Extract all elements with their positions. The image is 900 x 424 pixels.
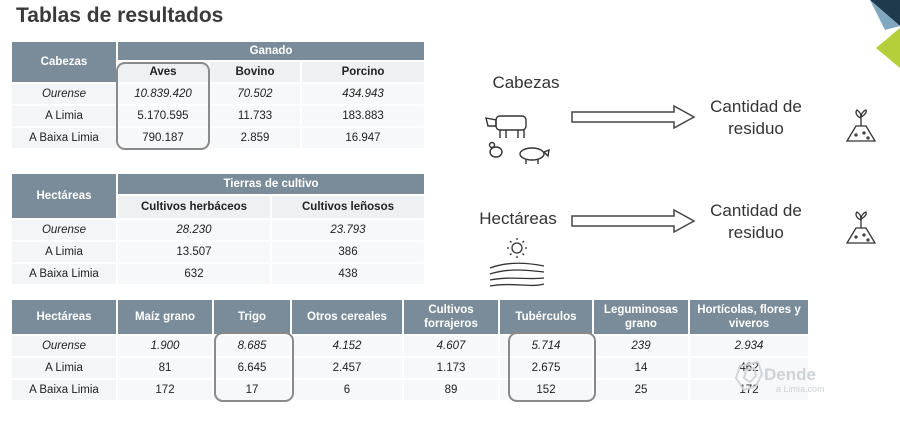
row-label: A Limia — [12, 242, 116, 262]
column-header: Cultivos forrajeros — [404, 300, 498, 334]
waste-pile-icon — [844, 108, 878, 144]
table-cell: 386 — [272, 242, 424, 262]
flow-hectareas-label: Hectáreas — [479, 209, 557, 228]
table-cell: 2.934 — [690, 336, 808, 356]
table-cell: 239 — [594, 336, 688, 356]
row-label: A Baixa Limia — [12, 380, 116, 400]
cultivos-table — [10, 298, 810, 402]
table-cell: 16.947 — [302, 128, 424, 148]
table-cell: 790.187 — [118, 128, 208, 148]
group-header: Ganado — [118, 42, 424, 60]
table-cell: 81 — [118, 358, 212, 378]
column-header: Hortícolas, flores y viveros — [690, 300, 808, 334]
livestock-icon — [482, 108, 552, 166]
table-cell: 438 — [272, 264, 424, 284]
table-cell: 2.859 — [210, 128, 300, 148]
table-cell: 23.793 — [272, 220, 424, 240]
table-cell: 17 — [214, 380, 290, 400]
table-cell: 28.230 — [118, 220, 270, 240]
result-line-2: residuo — [728, 223, 784, 242]
table-cell: 13.507 — [118, 242, 270, 262]
row-label: Ourense — [12, 336, 116, 356]
table-cell: 2.457 — [292, 358, 402, 378]
table-cell: 5.714 — [500, 336, 592, 356]
table-cell: 1.900 — [118, 336, 212, 356]
row-label: A Baixa Limia — [12, 264, 116, 284]
tuberculos-highlight — [508, 332, 596, 402]
table-cell: 172 — [118, 380, 212, 400]
watermark-logo — [732, 356, 842, 402]
flow-result-hectareas — [696, 200, 816, 244]
table-cell: 8.685 — [214, 336, 290, 356]
table-cell: 89 — [404, 380, 498, 400]
table-cell: 434.943 — [302, 84, 424, 104]
table-cell: 2.675 — [500, 358, 592, 378]
column-header: Porcino — [302, 62, 424, 82]
column-header: Cultivos leñosos — [272, 196, 424, 218]
corner-header: Cabezas — [12, 42, 116, 82]
table-cell: 1.173 — [404, 358, 498, 378]
table-cell: 25 — [594, 380, 688, 400]
flow-cabezas-label: Cabezas — [492, 73, 560, 92]
table-cell: 10.839.420 — [118, 84, 208, 104]
ganado-table — [10, 40, 426, 150]
waste-pile-icon — [844, 210, 878, 246]
result-line-1: Cantidad de — [710, 97, 802, 116]
row-label: Ourense — [12, 84, 116, 104]
corner-header: Hectáreas — [12, 300, 116, 334]
column-header: Cultivos herbáceos — [118, 196, 270, 218]
table-cell: 5.170.595 — [118, 106, 208, 126]
column-header: Leguminosas grano — [594, 300, 688, 334]
arrow-icon — [570, 104, 696, 130]
table-cell: 11.733 — [210, 106, 300, 126]
column-header: Trigo — [214, 300, 290, 334]
group-header: Tierras de cultivo — [118, 174, 424, 194]
table-cell: 632 — [118, 264, 270, 284]
table-cell: 6.645 — [214, 358, 290, 378]
table-cell: 462 — [690, 358, 808, 378]
column-header: Aves — [118, 62, 208, 82]
field-icon — [488, 236, 546, 292]
row-label: Ourense — [12, 220, 116, 240]
column-header: Otros cereales — [292, 300, 402, 334]
table-cell: 70.502 — [210, 84, 300, 104]
row-label: A Limia — [12, 358, 116, 378]
column-header: Tubérculos — [500, 300, 592, 334]
column-header: Maíz grano — [118, 300, 212, 334]
table-cell: 4.152 — [292, 336, 402, 356]
arrow-icon — [570, 208, 696, 234]
tierras-table — [10, 172, 426, 286]
svg-text:a Limia.com: a Limia.com — [776, 384, 825, 394]
table-cell: 152 — [500, 380, 592, 400]
svg-text:Dende: Dende — [764, 365, 816, 384]
page-title: Tablas de resultados — [16, 4, 224, 27]
trigo-highlight — [214, 332, 294, 402]
table-cell: 6 — [292, 380, 402, 400]
row-label: A Baixa Limia — [12, 128, 116, 148]
table-cell: 172 — [690, 380, 808, 400]
row-label: A Limia — [12, 106, 116, 126]
table-cell: 4.607 — [404, 336, 498, 356]
column-header: Bovino — [210, 62, 300, 82]
table-cell: 183.883 — [302, 106, 424, 126]
table-cell: 14 — [594, 358, 688, 378]
result-line-1: Cantidad de — [710, 201, 802, 220]
result-line-2: residuo — [728, 119, 784, 138]
corner-header: Hectáreas — [12, 174, 116, 218]
flow-result-cabezas — [696, 96, 816, 140]
corner-decoration — [830, 0, 900, 70]
aves-highlight — [116, 62, 210, 150]
